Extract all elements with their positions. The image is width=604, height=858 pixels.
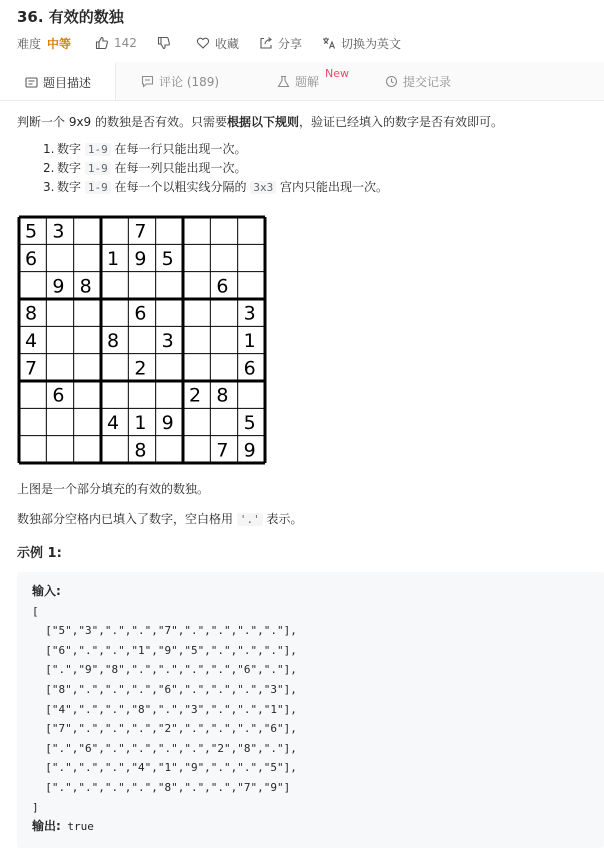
sudoku-cell-value: 4	[107, 412, 120, 434]
open-bracket: [	[32, 604, 39, 618]
example-block	[17, 572, 604, 848]
thumbs-down-icon	[157, 36, 171, 50]
problem-title: 36. 有效的数独	[17, 8, 124, 26]
example-line: ["5","3",".",".","7",".",".",".","."],	[32, 624, 297, 638]
input-label: 输入:	[32, 584, 61, 598]
sudoku-cell-value: 4	[25, 330, 38, 352]
sudoku-cell-value: 1	[107, 248, 120, 270]
share-icon	[259, 36, 273, 50]
difficulty-badge: 中等	[47, 36, 72, 51]
sudoku-cell-value: 3	[243, 302, 256, 325]
sudoku-cell-value: 2	[189, 384, 202, 407]
example-line: [".","6",".",".",".",".","2","8","."],	[32, 741, 297, 755]
sudoku-cell-value: 5	[25, 220, 38, 243]
tab-solutions-label: 题解	[295, 74, 320, 89]
output-label: 输出:	[32, 819, 61, 834]
difficulty-label: 难度	[17, 36, 42, 51]
list-item: 3. 数字 1-9 在每一个以粗实线分隔的 3x3 宫内只能出现一次。	[43, 180, 389, 194]
translate-label: 切换为英文	[340, 36, 401, 51]
tab-bar	[0, 62, 604, 101]
like-count: 142	[114, 36, 137, 50]
example-line: ["4",".",".","8",".","3",".",".","1"],	[32, 702, 297, 716]
dislike-button[interactable]	[157, 36, 176, 50]
sudoku-cell-value: 5	[161, 248, 174, 270]
example-line: ["6",".",".","1","9","5",".",".","."],	[32, 643, 297, 657]
comment-icon	[141, 75, 154, 88]
tab-submissions-label: 提交记录	[403, 74, 452, 89]
sudoku-cell-value: 6	[216, 275, 229, 298]
history-icon	[385, 75, 398, 88]
sudoku-cell-value: 9	[243, 439, 256, 462]
rules-list	[17, 140, 597, 197]
example-line: [".","9","8",".",".",".",".","6","."],	[32, 663, 297, 677]
sudoku-board-image	[17, 215, 267, 465]
list-item: 1. 数字 1-9 在每一行只能出现一次。	[43, 142, 247, 156]
tab-comments-label: 评论 (189)	[159, 74, 220, 89]
sudoku-cell-value: 1	[134, 412, 147, 434]
new-badge: New	[325, 67, 349, 80]
sudoku-cell-value: 8	[216, 384, 229, 407]
heart-icon	[196, 36, 210, 50]
sudoku-cell-value: 7	[134, 220, 147, 243]
sudoku-cell-value: 9	[52, 275, 65, 298]
sudoku-cell-value: 3	[52, 220, 65, 243]
translate-button[interactable]	[322, 35, 401, 52]
example-line: ["7",".",".",".","2",".",".",".","6"],	[32, 722, 297, 736]
sudoku-cell-value: 6	[52, 384, 65, 407]
tab-submissions[interactable]	[385, 62, 451, 100]
tab-solutions[interactable]	[277, 62, 367, 100]
share-button[interactable]	[259, 35, 302, 52]
example-line: ["8",".",".",".","6",".",".",".","3"],	[32, 682, 297, 696]
list-item: 2. 数字 1-9 在每一列只能出现一次。	[43, 161, 247, 175]
sudoku-cell-value: 9	[161, 412, 174, 434]
example-line: [".",".",".",".","8",".",".","7","9"]	[32, 780, 291, 794]
sudoku-cell-value: 1	[243, 330, 256, 352]
sudoku-cell-value: 2	[134, 357, 147, 380]
sudoku-board	[17, 215, 267, 465]
problem-meta-bar	[17, 34, 421, 52]
tab-description[interactable]	[0, 62, 116, 100]
sudoku-cell-value: 6	[243, 357, 256, 380]
blank-cell-note: 数独部分空格内已填入了数字，空白格用 '.' 表示。	[17, 512, 303, 526]
sudoku-cell-value: 5	[243, 412, 256, 434]
share-label: 分享	[277, 36, 302, 51]
close-bracket: ]	[32, 800, 39, 814]
sudoku-cell-value: 7	[216, 439, 229, 462]
sudoku-cell-value: 9	[134, 248, 147, 270]
sudoku-cell-value: 3	[161, 330, 174, 352]
flask-icon	[277, 75, 290, 88]
problem-description	[17, 112, 597, 197]
document-icon	[25, 76, 38, 89]
sudoku-cell-value: 7	[25, 357, 38, 380]
sudoku-cell-value: 8	[25, 302, 38, 325]
translate-icon	[322, 36, 336, 50]
board-caption: 上图是一个部分填充的有效的数独。	[17, 482, 210, 496]
example-title: 示例 1:	[17, 546, 62, 561]
sudoku-cell-value: 6	[25, 248, 38, 270]
sudoku-cell-value: 8	[134, 439, 147, 462]
favorite-label: 收藏	[214, 36, 239, 51]
like-button[interactable]	[95, 36, 137, 50]
intro-text: 判断一个 9x9 的数独是否有效。只需要根据以下规则，验证已经填入的数字是否有效即可。	[17, 115, 504, 129]
output-value: true	[60, 820, 94, 834]
thumbs-up-icon	[95, 36, 109, 50]
example-code	[32, 582, 297, 837]
tab-comments[interactable]	[141, 62, 219, 100]
tab-description-label: 题目描述	[43, 75, 92, 90]
favorite-button[interactable]	[196, 35, 239, 52]
example-line: [".",".",".","4","1","9",".",".","5"],	[32, 761, 297, 775]
sudoku-cell-value: 8	[79, 275, 92, 298]
sudoku-cell-value: 6	[134, 302, 147, 325]
sudoku-cell-value: 8	[107, 330, 120, 352]
